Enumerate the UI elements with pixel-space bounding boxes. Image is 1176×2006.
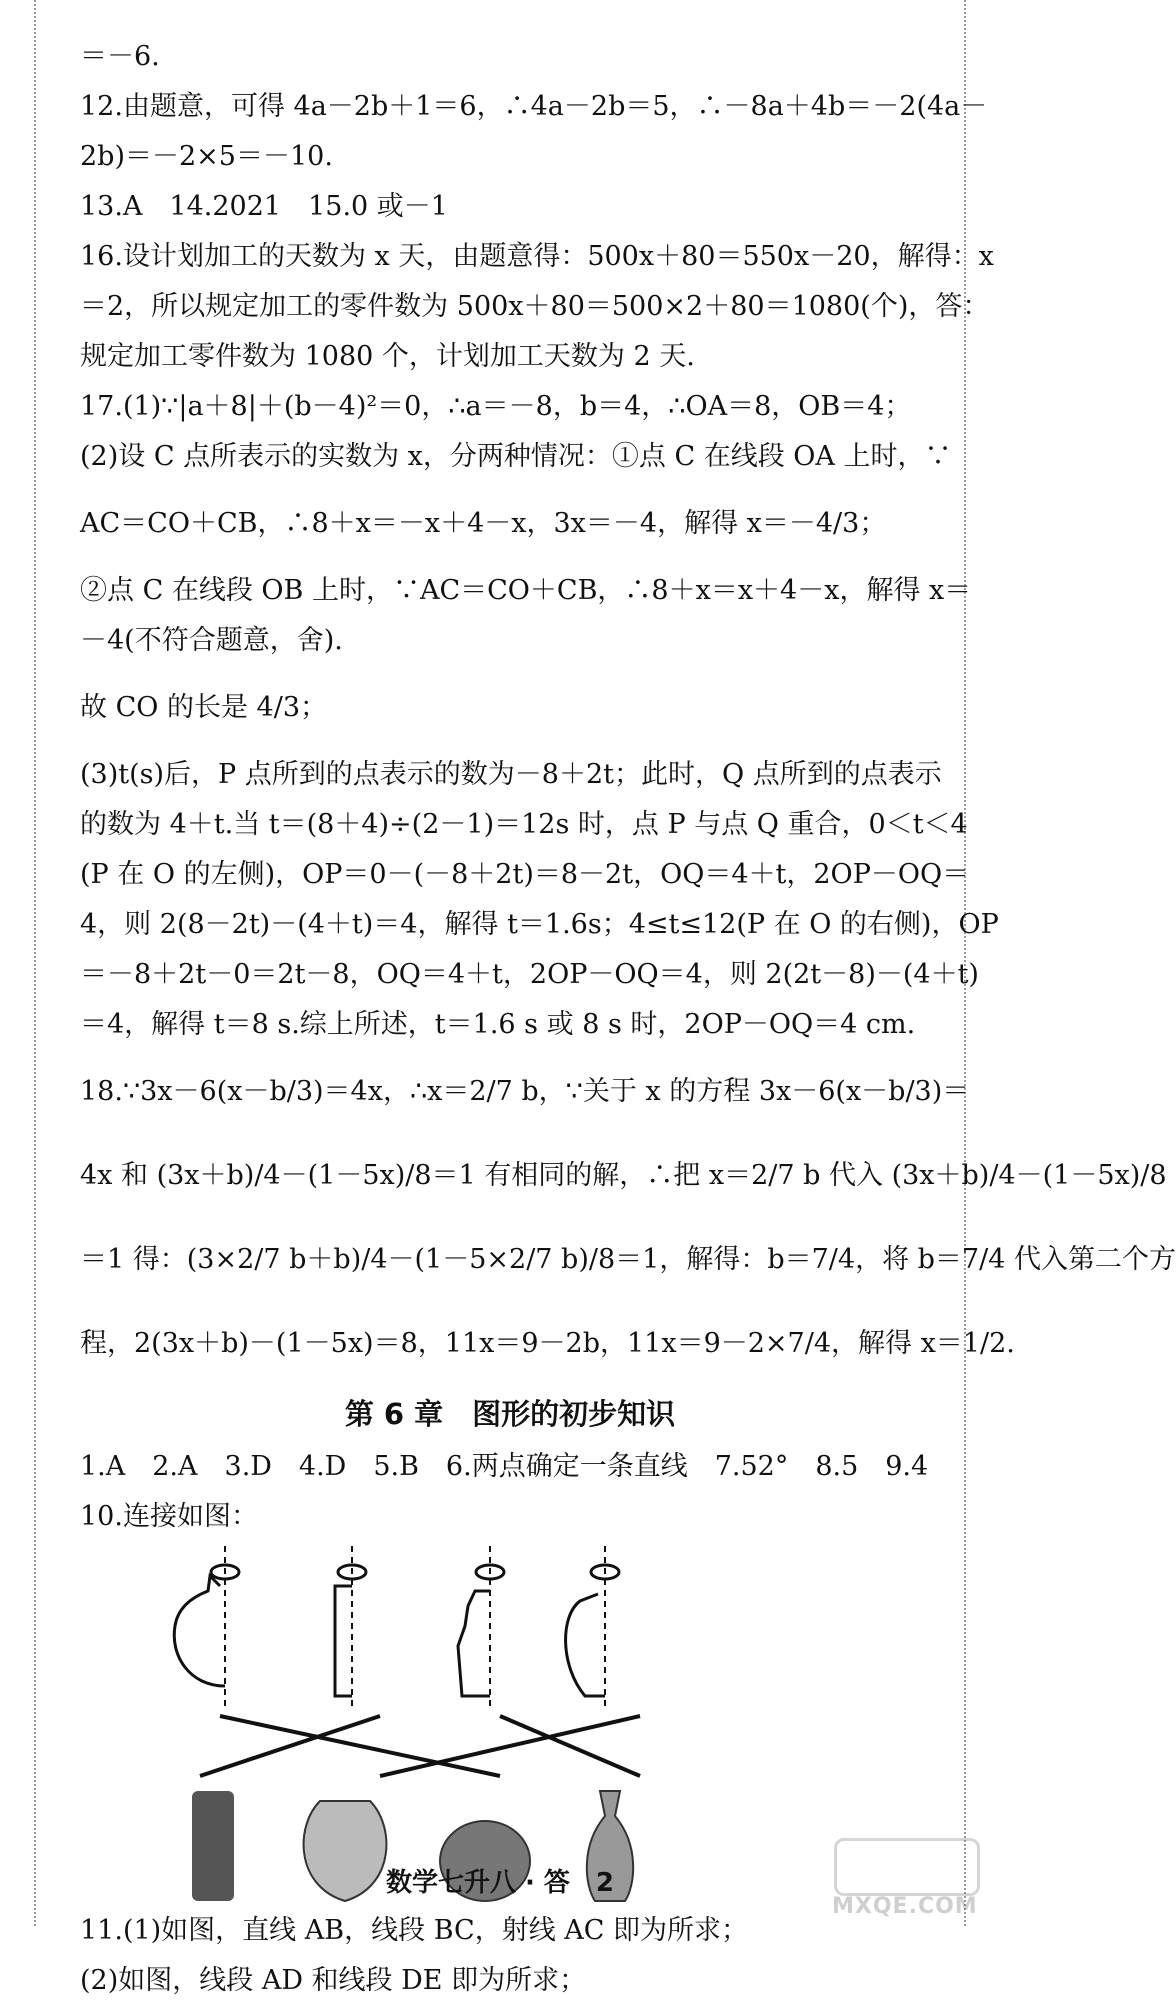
text-line: 12.由题意，可得 4a－2b＋1＝6，∴4a－2b＝5，∴－8a＋4b＝－2(4a－ [80,91,988,122]
match-line [380,1716,640,1776]
q10-label: 10.连接如图： [80,1501,258,1532]
text-line: 16.设计划加工的天数为 x 天，由题意得：500x＋80＝550x－20，解得：x [80,241,994,272]
text-line: 4x 和 (3x＋b)/4－(1－5x)/8＝1 有相同的解，∴把 x＝2/7 b 代入 (3x＋b)/4－(1－5x)/8 [80,1160,1167,1191]
text-line: ②点 C 在线段 OB 上时，∵AC＝CO＋CB，∴8＋x＝x＋4－x，解得 x＝ [80,575,972,606]
text-line: ＝4，解得 t＝8 s.综上所述，t＝1.6 s 或 8 s 时，2OP－OQ＝4 cm. [80,1009,916,1040]
text-line: 的数为 4＋t.当 t＝(8＋4)÷(2－1)＝12s 时，点 P 与点 Q 重合，0＜t＜4 [80,809,968,840]
text-line: (2)如图，线段 AD 和线段 DE 即为所求； [80,1965,587,1996]
text-line: ＝1 得：(3×2/7 b＋b)/4－(1－5×2/7 b)/8＝1，解得：b＝7/4，将 b＝7/4 代入第二个方 [80,1244,1176,1275]
profile-2 [335,1586,352,1696]
text-line: ＝－8＋2t－0＝2t－8，OQ＝4＋t，2OP－OQ＝4，则 2(2t－8)－(4＋t) [80,959,979,990]
answers-line: 1.A 2.A 3.D 4.D 5.B 6.两点确定一条直线 7.52° 8.5 9.4 [80,1451,929,1482]
text-line: (2)设 C 点所表示的实数为 x，分两种情况：①点 C 在线段 OA 上时，∵ [80,441,952,472]
text-line: 17.(1)∵|a＋8|＋(b－4)²＝0，∴a＝－8，b＝4，∴OA＝8，OB＝4； [80,391,912,422]
chapter-title: 第 6 章 图形的初步知识 [344,1397,676,1431]
vase-matching-svg [80,1546,940,1906]
text-line: 故 CO 的长是 4/3； [80,692,327,723]
match-line [220,1716,500,1776]
watermark-text: MXQE.COM [832,1894,978,1919]
text-line: 11.(1)如图，直线 AB，线段 BC，射线 AC 即为所求； [80,1915,749,1946]
text-line: 4，则 2(8－2t)－(4＋t)＝4，解得 t＝1.6s；4≤t≤12(P 在 O 的右侧)，OP [80,909,999,940]
text-line: AC＝CO＋CB，∴8＋x＝－x＋4－x，3x＝－4，解得 x＝－4/3； [80,508,887,539]
watermark-logo [820,1836,990,1922]
text-line: 13.A 14.2021 15.0 或－1 [80,191,448,222]
left-margin-dotted-line [34,0,36,1926]
watermark-seal-icon [834,1838,980,1896]
text-line: 程，2(3x＋b)－(1－5x)＝8，11x＝9－2b，11x＝9－2×7/4，解得 x＝1/2. [80,1328,1015,1359]
profile-4 [566,1594,605,1696]
page-footer: 数学七升八 · 答 2 [385,1868,615,1898]
text-line: ＝－6. [80,41,160,72]
text-line: (P 在 O 的左侧)，OP＝0－(－8＋2t)＝8－2t，OQ＝4＋t，2OP－OQ＝ [80,859,970,890]
text-line: ＝2，所以规定加工的零件数为 500x＋80＝500×2＋80＝1080(个)，答： [80,291,990,322]
text-line: 2b)＝－2×5＝－10. [80,141,333,172]
text-line: (3)t(s)后，P 点所到的点表示的数为－8＋2t；此时，Q 点所到的点表示 [80,759,942,790]
answer-content [80,32,1176,2006]
text-line: 规定加工零件数为 1080 个，计划加工天数为 2 天. [80,341,695,372]
profile-1 [174,1576,225,1686]
text-line: －4(不符合题意，舍). [80,625,343,656]
profile-3 [458,1591,490,1696]
match-line [500,1716,640,1776]
rotation-matching-figure [80,1546,940,1906]
text-line: 18.∵3x－6(x－b/3)＝4x，∴x＝2/7 b，∵关于 x 的方程 3x－6(x－b/3)＝ [80,1076,970,1107]
